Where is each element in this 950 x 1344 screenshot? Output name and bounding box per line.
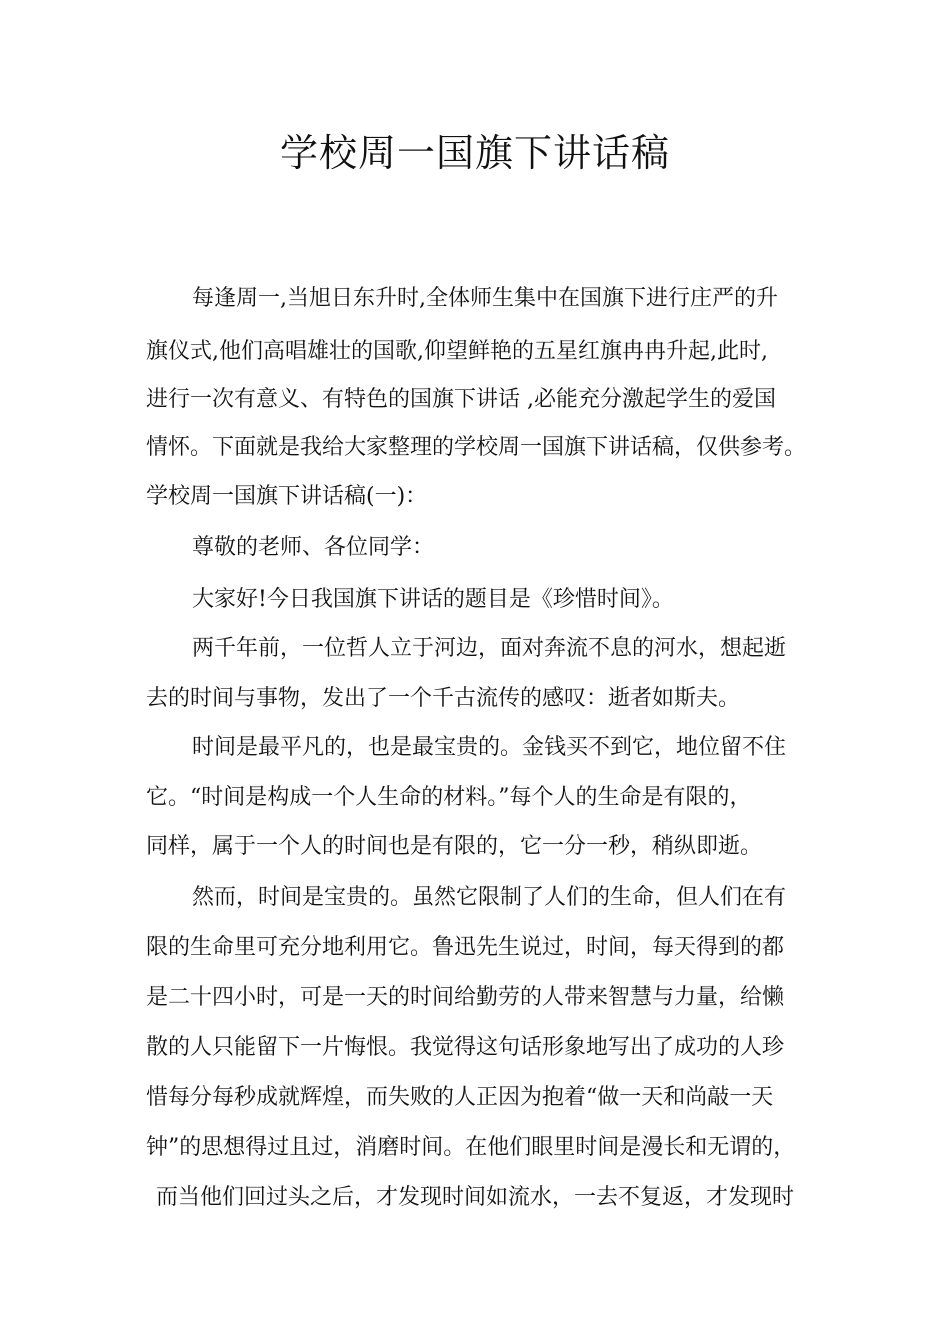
paragraph-line: 去的时间与事物，发出了一个千古流传的感叹：逝者如斯夫。: [146, 686, 741, 711]
paragraph-line: 然而，时间是宝贵的。虽然它限制了人们的生命，但人们在有: [192, 885, 787, 910]
paragraph-line: 情怀。下面就是我给大家整理的学校周一国旗下讲话稿，仅供参考。: [146, 435, 807, 460]
paragraph-line: 它。“时间是构成一个人生命的材料。”每个人的生命是有限的，: [146, 785, 752, 810]
paragraph-line: 散的人只能留下一片悔恨。我觉得这句话形象地写出了成功的人珍: [146, 1035, 785, 1060]
paragraph-line: 惜每分每秒成就辉煌，而失败的人正因为抱着“做一天和尚敲一天: [146, 1085, 774, 1110]
page-title: 学校周一国旗下讲话稿: [279, 131, 670, 175]
paragraph-line: 同样，属于一个人的时间也是有限的，它一分一秒，稍纵即逝。: [146, 834, 763, 859]
paragraph-line: 是二十四小时，可是一天的时间给勤劳的人带来智慧与力量，给懒: [146, 985, 785, 1010]
paragraph-line: 限的生命里可充分地利用它。鲁迅先生说过，时间，每天得到的都: [146, 935, 785, 960]
salutation-line: 尊敬的老师、各位同学：: [192, 535, 435, 560]
paragraph-line: 钟”的思想得过且过，消磨时间。在他们眼里时间是漫长和无谓的，: [146, 1135, 796, 1160]
paragraph-line: 大家好!今日我国旗下讲话的题目是《珍惜时间》。: [192, 587, 674, 612]
paragraph-line: 两千年前，一位哲人立于河边，面对奔流不息的河水，想起逝: [192, 636, 787, 661]
section-heading: 学校周一国旗下讲话稿(一)：: [146, 484, 428, 509]
paragraph-line: 旗仪式,他们高唱雄壮的国歌,仰望鲜艳的五星红旗冉冉升起,此时,: [146, 339, 768, 364]
paragraph-line: 进行一次有意义、有特色的国旗下讲话 ,必能充分激起学生的爱国: [146, 387, 776, 412]
paragraph-line: 每逢周一,当旭日东升时,全体师生集中在国旗下进行庄严的升: [192, 286, 778, 311]
paragraph-line: 时间是最平凡的，也是最宝贵的。金钱买不到它，地位留不住: [192, 735, 787, 760]
paragraph-line: 而当他们回过头之后，才发现时间如流水，一去不复返，才发现时: [156, 1185, 795, 1210]
